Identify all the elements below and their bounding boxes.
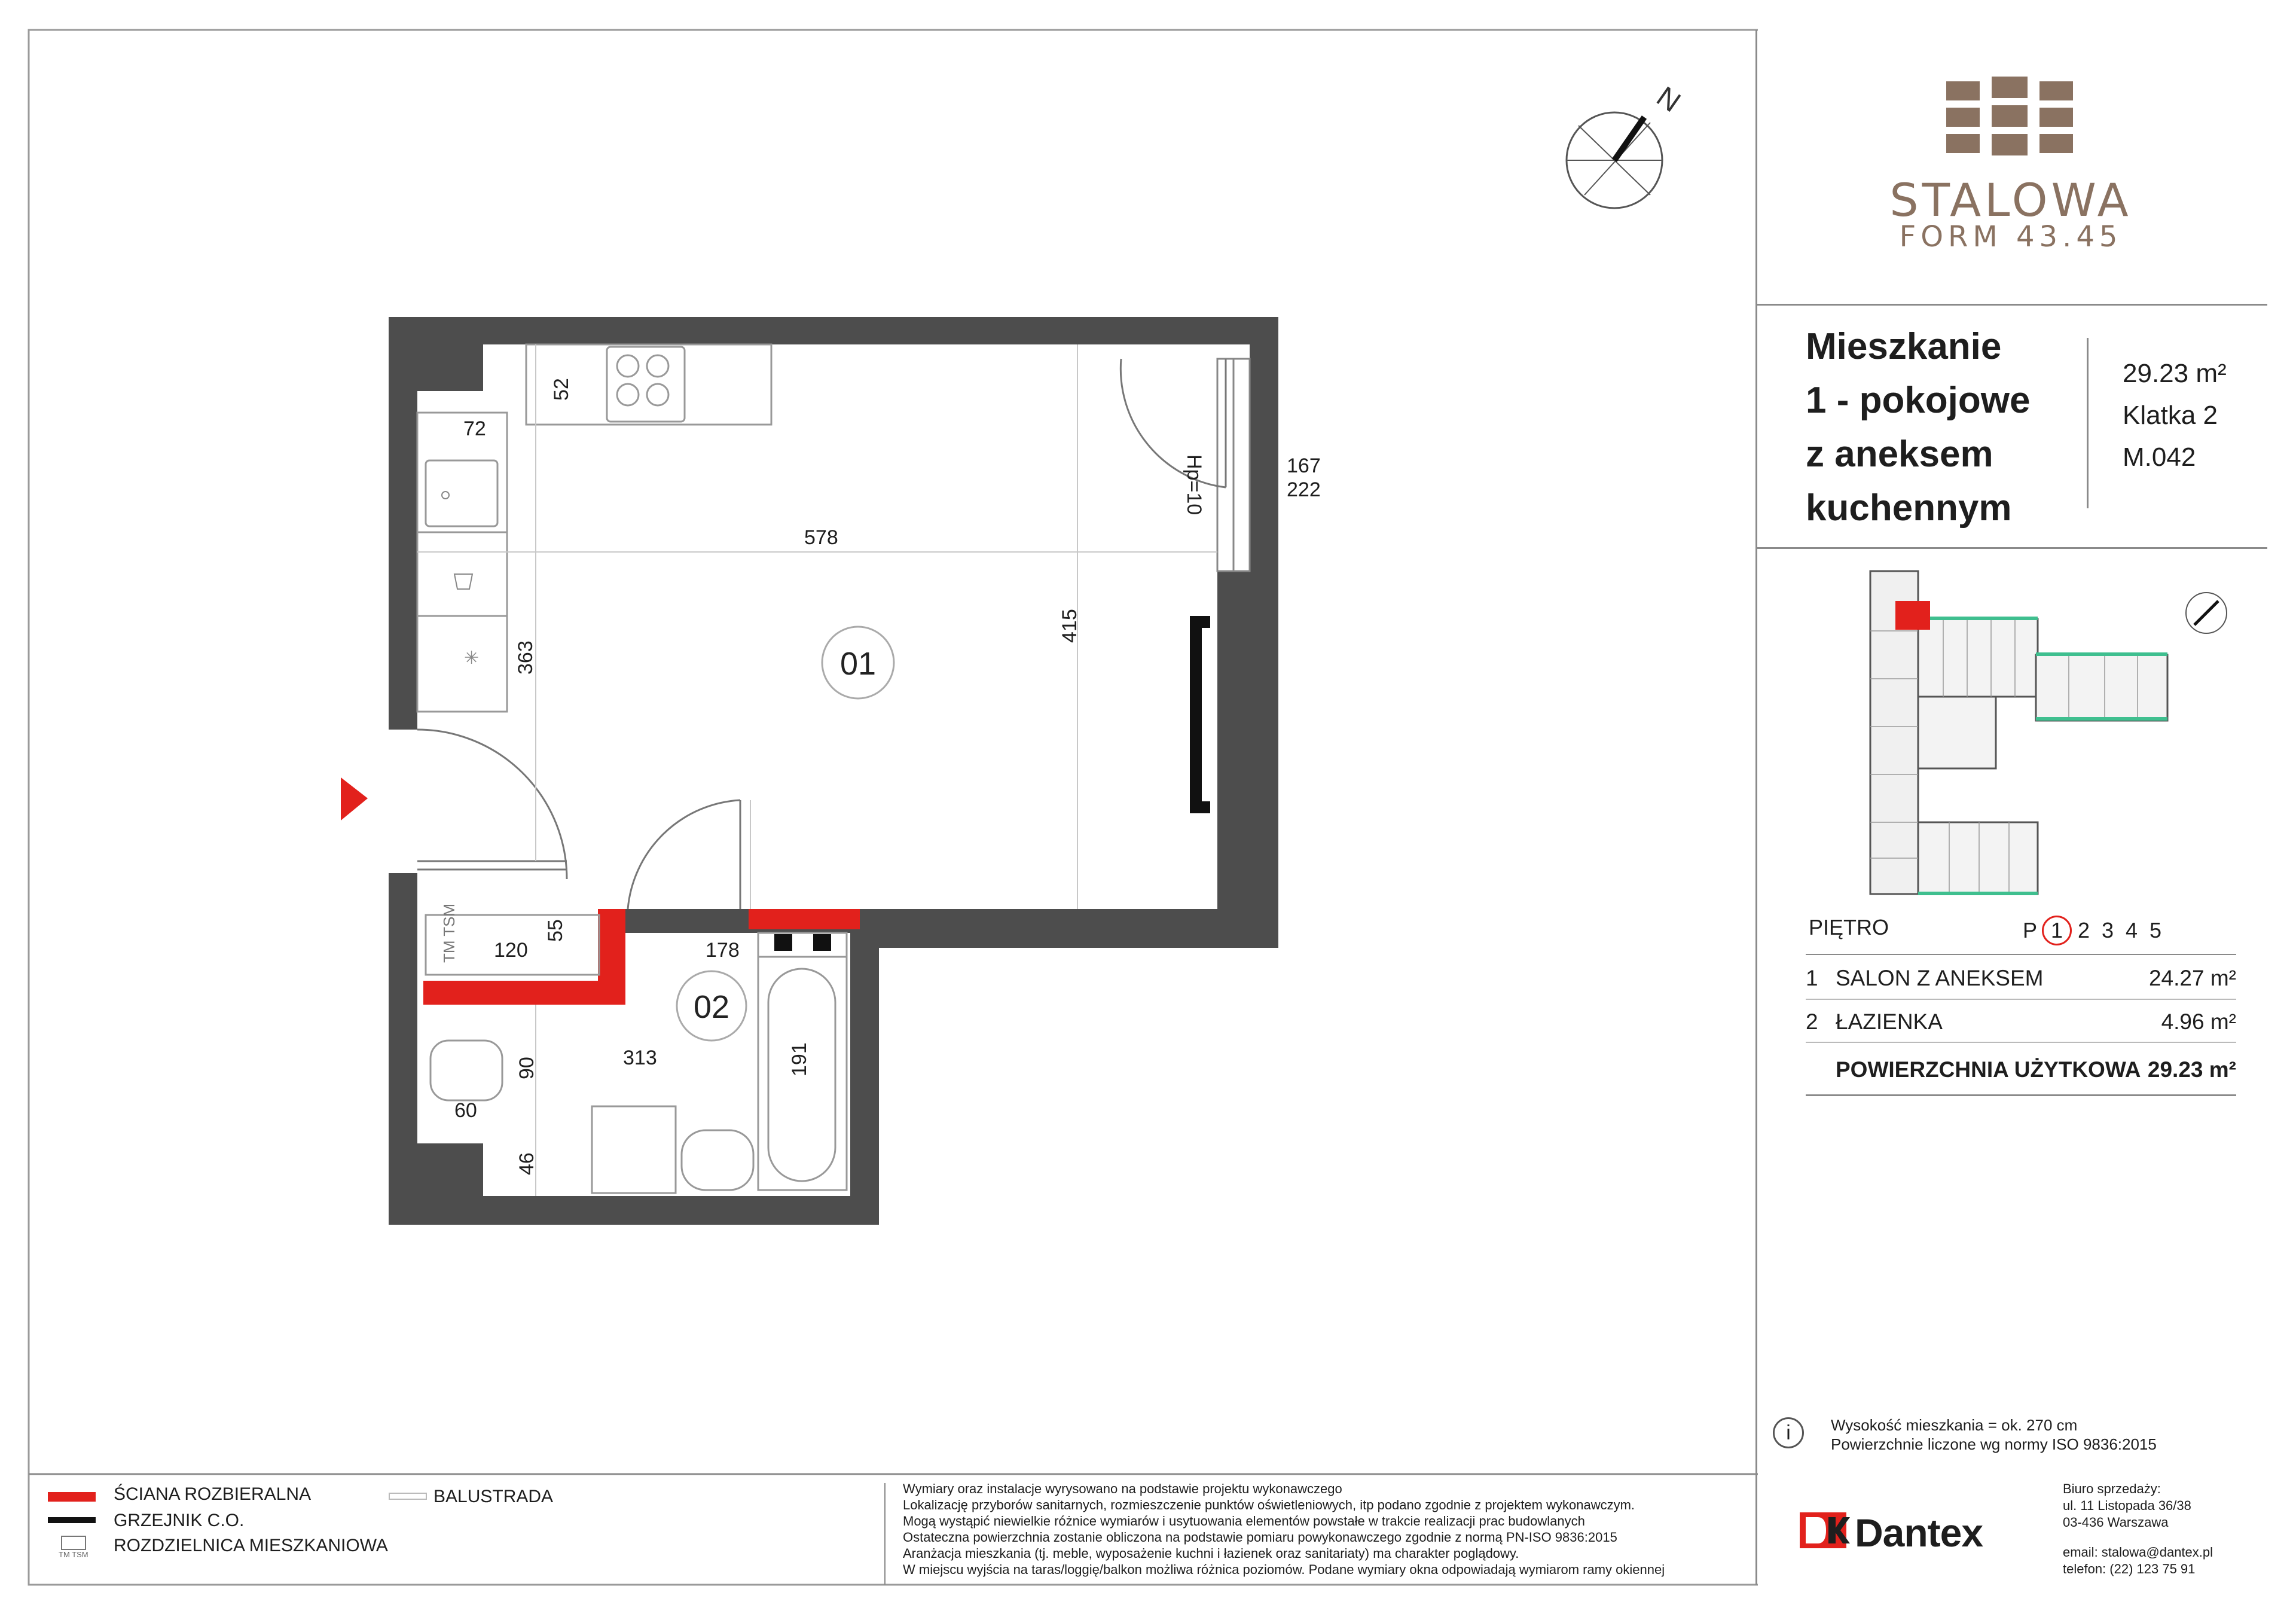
brand-logo <box>1946 77 2078 160</box>
legend-distributor-mark: TM TSM <box>59 1550 88 1559</box>
title-line: Mieszkanie <box>1806 326 2002 367</box>
room-row: 2 ŁAZIENKA 4.96 m² <box>1806 1009 2236 1034</box>
balcony-door <box>1120 359 1226 487</box>
svg-text:02: 02 <box>693 989 730 1025</box>
dim-578: 578 <box>804 526 838 549</box>
sales-office: Biuro sprzedaży: ul. 11 Listopada 36/38 03-436 Warszawa email: stalowa@dantex.pl telefon: (22) 123 75 91 <box>2063 1481 2213 1576</box>
dim-178: 178 <box>706 939 740 962</box>
dim-55: 55 <box>544 919 567 942</box>
apartment-area: 29.23 m² <box>2123 359 2227 388</box>
info-text: Wysokość mieszkania = ok. 270 cm Powierzchnie liczone wg normy ISO 9836:2015 <box>1831 1416 2157 1453</box>
entrance-door <box>417 730 567 879</box>
title-line: 1 - pokojowe <box>1806 380 2031 421</box>
sink-icon <box>442 492 449 499</box>
dim-222: 222 <box>1287 478 1321 501</box>
legend-radiator: GRZEJNIK C.O. <box>114 1511 245 1530</box>
dim-72: 72 <box>463 417 486 440</box>
apartment-staircase: Klatka 2 <box>2123 401 2218 430</box>
legend-distributor-swatch <box>61 1536 86 1550</box>
fridge-icon: ✳ <box>464 648 480 668</box>
radiator <box>1190 616 1202 813</box>
room-01-label <box>822 627 894 698</box>
floor-item[interactable]: 4 <box>2126 918 2138 942</box>
legend-wall-swatch <box>48 1492 96 1502</box>
dim-52: 52 <box>550 378 573 401</box>
compass-icon <box>1567 81 1686 208</box>
dim-191: 191 <box>788 1042 811 1076</box>
panel-divider <box>1755 30 1757 1585</box>
dim-46: 46 <box>515 1152 538 1175</box>
legend-distributor: ROZDZIELNICA MIESZKANIOWA <box>114 1536 388 1555</box>
floor-item-selected[interactable]: 1 <box>2051 918 2063 942</box>
floor-label: PIĘTRO <box>1809 915 1889 939</box>
dim-313: 313 <box>623 1047 657 1069</box>
room-02-label <box>677 971 746 1041</box>
dim-60: 60 <box>454 1099 477 1122</box>
legend-wall: ŚCIANA ROZBIERALNA <box>114 1484 312 1504</box>
dim-363: 363 <box>514 640 537 675</box>
floor-item[interactable]: 2 <box>2078 918 2090 942</box>
apartment-number: M.042 <box>2123 443 2196 472</box>
key-plan-compass-icon <box>2186 593 2227 633</box>
total-label: POWIERZCHNIA UŻYTKOWA <box>1836 1057 2141 1082</box>
total-row <box>1806 1057 2236 1099</box>
info-icon: i <box>1773 1417 1804 1448</box>
dim-hp: Hp=10 <box>1183 454 1205 515</box>
svg-text:01: 01 <box>839 646 877 682</box>
floor-item[interactable]: 3 <box>2102 918 2114 942</box>
room-row: 1 SALON Z ANEKSEM 24.27 m² <box>1806 966 2236 990</box>
apartment-title <box>1806 320 2030 535</box>
legend-radiator-swatch <box>48 1517 96 1523</box>
dishwasher-icon <box>454 574 472 589</box>
apartment-meta <box>2123 353 2227 478</box>
brand-sub: FORM 43.45 <box>1899 220 2123 254</box>
dim-120: 120 <box>494 939 528 962</box>
walls <box>389 317 1278 1225</box>
dim-415: 415 <box>1058 609 1081 643</box>
title-line: z aneksem <box>1806 434 1993 475</box>
floor-item[interactable]: P <box>2023 918 2038 942</box>
developer-name: Dantex <box>1855 1511 1983 1555</box>
dim-167: 167 <box>1287 454 1321 477</box>
title-line: kuchennym <box>1806 487 2012 529</box>
floor-selector <box>2023 918 2178 948</box>
compass-n-label: N <box>1650 81 1686 119</box>
total-area: 29.23 m² <box>2147 1057 2236 1082</box>
legend-balustrade: BALUSTRADA <box>433 1487 554 1506</box>
svg-text:TM TSM: TM TSM <box>440 903 458 963</box>
bathroom-door <box>628 800 740 909</box>
building-key-plan <box>1866 559 2248 906</box>
distributor-box <box>440 904 458 963</box>
brand-name: STALOWA <box>1889 173 2132 227</box>
entrance-arrow-icon <box>341 777 368 820</box>
bath-taps <box>774 934 831 951</box>
floor-item[interactable]: 5 <box>2150 918 2162 942</box>
sheet-border <box>29 30 1758 1585</box>
disclaimer-notes: Wymiary oraz instalacje wyrysowano na podstawie projektu wykonawczego Lokalizację przyborów sanitarnych, rozmieszczenie punktów oświetleniowych, itp podano zgodnie z projektem wykonawczym. Mogą wystąpić niewielkie różnice wymiarów i usytuowania elementów powstałe w trakcie realizacji prac budowlanych Ostateczna powierzchnia zostanie obliczona na podstawie pomiaru powykonawczego zgodnie z normą PN-ISO 9836:2015 Aranżacja mieszkania (tj. meble, wyposażenie kuchni i łazienek oraz sanitariaty) ma charakter poglądowy. W miejscu wyjścia na taras/loggię/balkon możliwa różnica poziomów. Podane wymiary okna odpowiadają wymiarom ramy okiennej <box>903 1481 1665 1577</box>
window <box>1217 359 1250 571</box>
dim-90: 90 <box>515 1057 538 1079</box>
legend-balustrade-swatch <box>389 1493 427 1500</box>
